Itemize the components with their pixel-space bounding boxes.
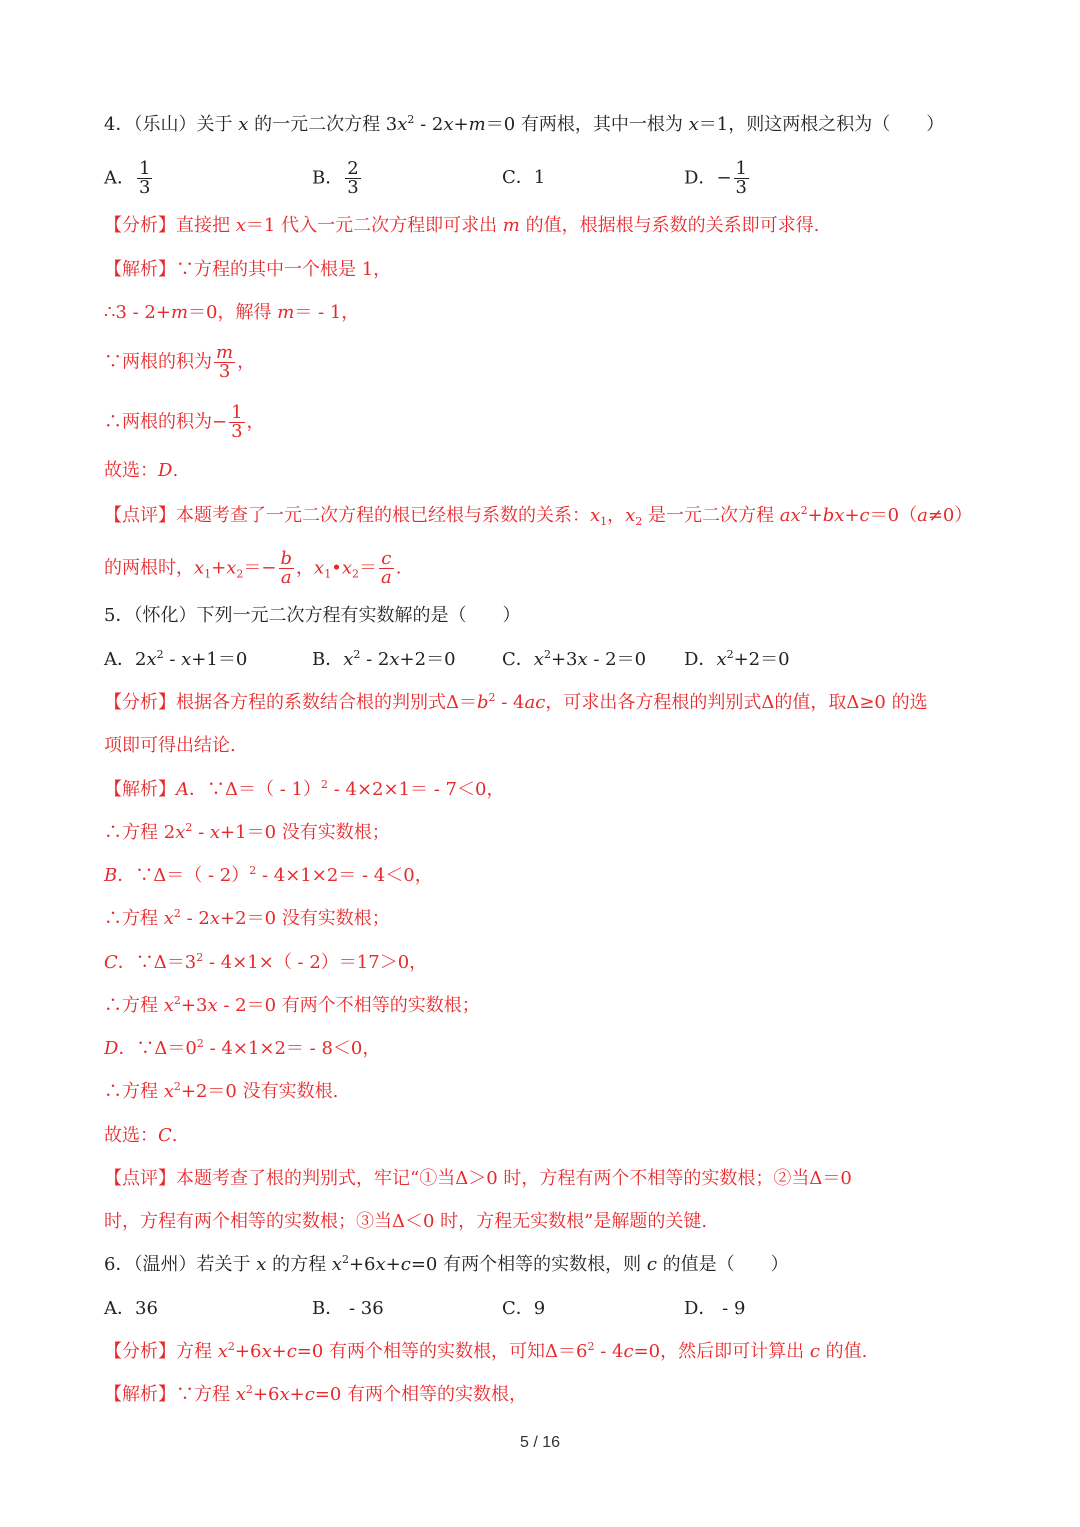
q5-solution-d-conclusion: ∴方程 $x^2+2=0$ 没有实数根. [104,1080,339,1102]
q4-solution-line-3: ∵两根的积为 $\frac{m}{3}$ ， [104,342,256,382]
q4-option-d: D．− $\frac{1}{3}$ [684,158,747,198]
q5-option-b: B．$x^2 - 2x+2=0$ [312,648,456,670]
q5-answer: 故选：C. [104,1125,178,1146]
q4-stem: 4．（乐山）关于 x 的一元二次方程 $3x^2 - 2x+m=0$ 有两根，其中一根为 x＝1，则这两根之积为（ ） [104,113,945,135]
fraction: $\frac{c}{a}$ [380,548,392,588]
q4-option-b: B． $\frac{2}{3}$ [312,158,359,198]
fraction: $\frac{1}{3}$ [139,158,151,198]
q4-option-a: A． $\frac{1}{3}$ [104,158,151,198]
q4-solution-line-4: ∴两根的积为− $\frac{1}{3}$ ， [104,402,265,442]
q4-answer: 故选：D. [104,460,179,481]
q6-analysis: 【分析】方程 $x^2+6x+c=0$ 有两个相等的实数根，可知$\Delta=6^2 - 4c=0$，然后即可计算出 c 的值. [104,1340,868,1362]
q6-option-b: B． - 36 [312,1298,384,1319]
q5-analysis-line-1: 【分析】根据各方程的系数结合根的判别式$\Delta=b^2 - 4ac$，可求出各方程根的判别式Δ的值，取Δ≥0 的选 [104,691,928,713]
fraction: $\frac{1}{3}$ [231,402,243,442]
q5-comment-line-2: 时，方程有两个相等的实数根；③当Δ＜0 时，方程无实数根”是解题的关键. [104,1211,708,1232]
q4-analysis: 【分析】直接把 x＝1 代入一元二次方程即可求出 m 的值，根据根与系数的关系即可求得. [104,215,820,236]
q5-option-c: C．$x^2+3x - 2=0$ [502,648,647,670]
fraction: $\frac{1}{3}$ [735,158,747,198]
fraction: $\frac{m}{3}$ [216,342,234,382]
q5-solution-d: D．$\because\Delta=0^2 - 4\times 1\times 2= - 8<0$， [104,1037,381,1059]
fraction: $\frac{2}{3}$ [347,158,359,198]
q5-solution-a-conclusion: ∴方程 $2x^2 - x+1=0$ 没有实数根； [104,821,390,843]
q6-solution: 【解析】∵方程 $x^2+6x+c=0$ 有两个相等的实数根， [104,1383,528,1405]
q4-solution-line-1: 【解析】∵方程的其中一个根是 1， [104,259,392,280]
q5-comment-line-1: 【点评】本题考查了根的判别式，牢记“①当Δ＞0 时，方程有两个不相等的实数根；②当Δ＝0 [104,1168,852,1189]
q5-option-d: D．$x^2+2=0$ [684,648,790,670]
q6-option-c: C．9 [502,1298,546,1319]
q6-option-d: D． - 9 [684,1298,746,1319]
q6-stem: 6．（温州）若关于 x 的方程 $x^2+6x+c=0$ 有两个相等的实数根，则 c 的值是（ ） [104,1253,789,1275]
q6-option-a: A．36 [104,1298,158,1319]
page-number: 5 / 16 [519,1434,561,1451]
q5-solution-b: B．∵Δ＝（ - 2）$^2$ - 4×1×2＝ - 4＜0， [104,864,433,886]
q4-option-c: C．1 [502,167,546,188]
q4-comment-line-2: 的两根时，$x_1+x_2=-$ $\frac{b}{a}$ ，$x_1•x_2=$ $\frac{c}{a}$ . [104,548,402,588]
fraction: $\frac{b}{a}$ [280,548,293,588]
q5-stem: 5．（怀化）下列一元二次方程有实数解的是（ ） [104,605,521,626]
q5-solution-c-conclusion: ∴方程 $x^2+3x - 2=0$ 有两个不相等的实数根； [104,994,480,1016]
q5-analysis-line-2: 项即可得出结论. [104,735,236,756]
q4-comment-line-1: 【点评】本题考查了一元二次方程的根已经根与系数的关系：$x_1$，$x_2$ 是一元二次方程 $ax^2+bx+c=0(a\ne 0)$ [104,504,973,528]
q5-solution-c: C．$\because\Delta=3^2 - 4\times 1\times( - 2)=17>0$， [104,951,428,973]
q4-solution-line-2: ∴3 - 2+m＝0，解得 m＝ - 1， [104,302,360,323]
q5-option-a: A．$2x^2 - x+1=0$ [104,648,248,670]
q5-solution-a: 【解析】A．∵Δ＝（ - 1）$^2$ - 4×2×1＝ - 7＜0， [104,778,505,800]
q5-solution-b-conclusion: ∴方程 $x^2 - 2x+2=0$ 没有实数根； [104,907,390,929]
